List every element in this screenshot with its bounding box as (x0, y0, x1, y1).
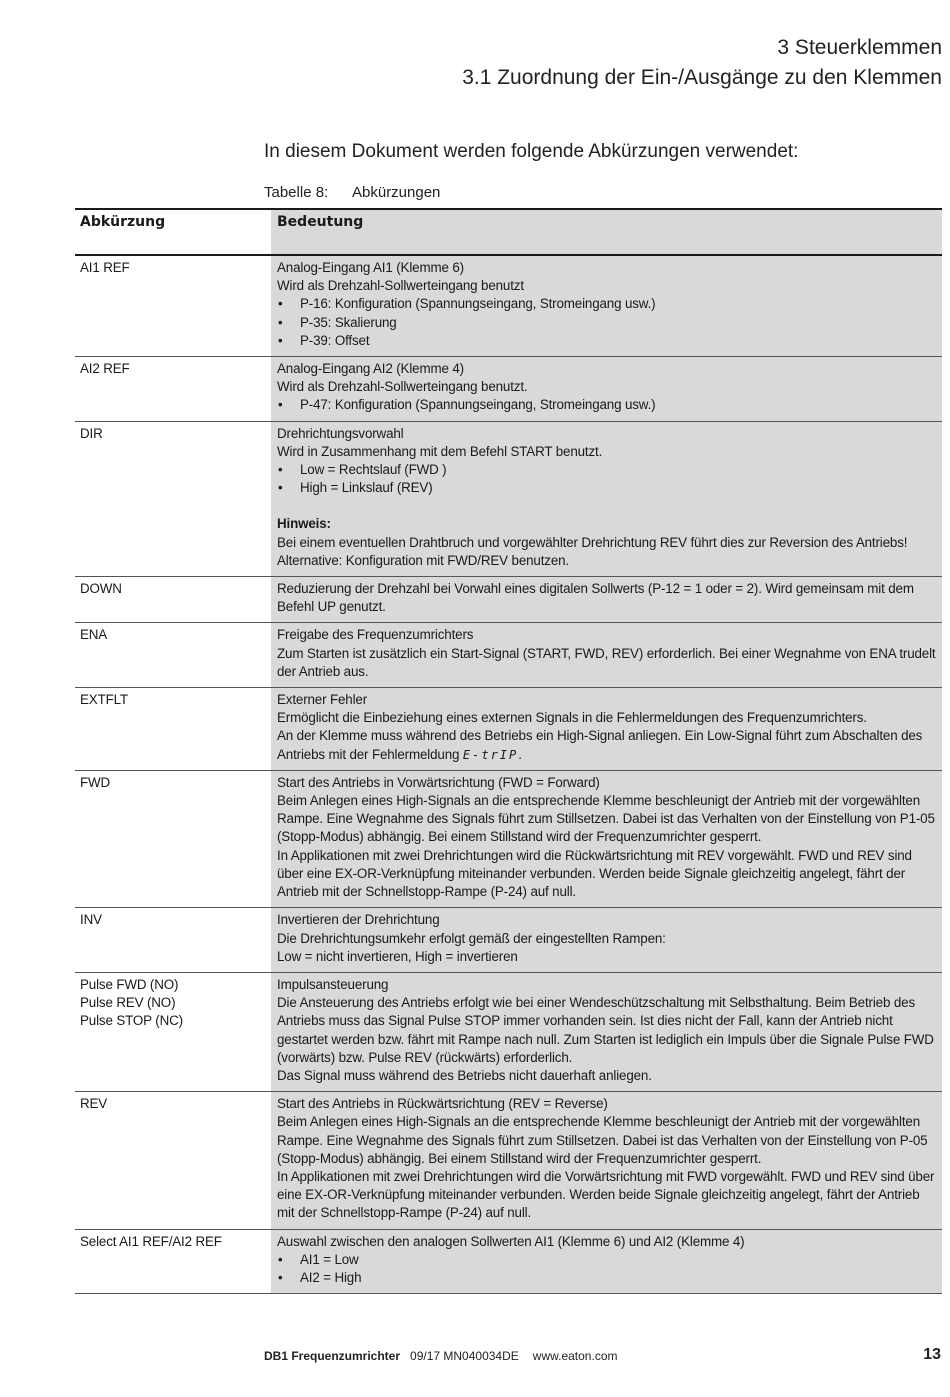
meaning-cell (271, 771, 942, 907)
meaning-cell (271, 688, 942, 770)
bullet-item (277, 461, 938, 479)
meaning-text: Beim Anlegen eines High-Signals an die entsprechende Klemme beschleunigt der Antrieb mit der vorgewählten Rampe. Eine Wegnahme des Signals führt zum Stillsetzen. Dabei ist das Verhalten von der Einstellung von P1-05 (Stopp-Modus) abhängig. Bei einem Stillstand wird der Frequenzumrichter gesperrt. (277, 793, 935, 845)
table-header-row (75, 210, 942, 256)
abbreviation-cell (75, 623, 271, 687)
abbreviation-text: EXTFLT (80, 692, 128, 708)
meaning-text-with-code (277, 727, 938, 763)
table-row (75, 623, 942, 688)
bullet-dot-icon: • (278, 296, 283, 312)
abbreviation-cell (75, 688, 271, 770)
bullet-dot-icon: • (278, 1251, 283, 1267)
meaning-cell (271, 623, 942, 687)
bullet-text: AI1 = Low (300, 1251, 359, 1267)
meaning-text: Die Drehrichtungsumkehr erfolgt gemäß der eingestellten Rampen: (277, 930, 666, 946)
bullet-dot-icon: • (278, 462, 283, 478)
meaning-text: Das Signal muss während des Betriebs nicht dauerhaft anliegen. (277, 1067, 652, 1083)
bullet-dot-icon: • (278, 480, 283, 496)
meaning-text: Analog-Eingang AI2 (Klemme 4) (277, 361, 464, 377)
meaning-text: Drehrichtungsvorwahl (277, 425, 404, 441)
footer-product: DB1 Frequenzumrichter (264, 1349, 401, 1363)
footer-website: www.eaton.com (532, 1349, 618, 1363)
meaning-text: Invertieren der Drehrichtung (277, 912, 440, 928)
note-text: Bei einem eventuellen Drahtbruch und vorgewählter Drehrichtung REV führt dies zur Reversion des Antriebs! (277, 534, 908, 550)
abbreviation-text: AI2 REF (80, 361, 130, 377)
footer-doc-id: 09/17 MN040034DE (410, 1349, 519, 1363)
meaning-text: Freigabe des Frequenzumrichters (277, 627, 474, 643)
meaning-text: Start des Antriebs in Rückwärtsrichtung (REV = Reverse) (277, 1096, 608, 1112)
bullet-item (277, 396, 938, 414)
abbreviation-text: Pulse FWD (NO) (80, 976, 179, 992)
meaning-text: Auswahl zwischen den analogen Sollwerten AI1 (Klemme 6) und AI2 (Klemme 4) (277, 1233, 745, 1249)
meaning-cell (271, 357, 942, 421)
bullet-dot-icon: • (278, 332, 283, 348)
bullet-item (277, 479, 938, 497)
abbreviation-text: DIR (80, 425, 103, 441)
abbreviation-cell (75, 422, 271, 576)
bullet-text: P-35: Skalierung (300, 314, 397, 330)
abbreviation-text: Select AI1 REF/AI2 REF (80, 1233, 222, 1249)
table-row (75, 908, 942, 973)
table-row (75, 256, 942, 357)
bullet-item (277, 314, 938, 332)
meaning-text: Wird als Drehzahl-Sollwerteingang benutzt. (277, 379, 528, 395)
abbreviation-text: DOWN (80, 581, 122, 597)
abbreviation-text: FWD (80, 774, 111, 790)
bullet-text: AI2 = High (300, 1269, 362, 1285)
abbreviation-cell (75, 771, 271, 907)
abbreviation-cell (75, 973, 271, 1091)
meaning-cell (271, 973, 942, 1091)
column-header-abbreviation: Abkürzung (80, 214, 166, 230)
table-row (75, 1092, 942, 1229)
page-number: 13 (923, 1346, 941, 1363)
chapter-header: 3 Steuerklemmen (777, 36, 942, 59)
meaning-text: Analog-Eingang AI1 (Klemme 6) (277, 260, 464, 275)
table-caption-title: Abkürzungen (352, 184, 441, 201)
bullet-dot-icon: • (278, 1269, 283, 1285)
abbreviation-cell (75, 908, 271, 972)
meaning-text: Start des Antriebs in Vorwärtsrichtung (FWD = Forward) (277, 774, 600, 790)
table-row (75, 357, 942, 422)
meaning-text: Ermöglicht die Einbeziehung eines externen Signals in die Fehlermeldungen des Frequenzumrichters. (277, 710, 867, 726)
abbreviation-table (75, 208, 942, 1294)
bullet-text: P-47: Konfiguration (Spannungseingang, Stromeingang usw.) (300, 397, 656, 413)
meaning-cell (271, 256, 942, 356)
table-caption (264, 184, 440, 201)
abbreviation-cell (75, 577, 271, 622)
note-text: Alternative: Konfiguration mit FWD/REV benutzen. (277, 552, 569, 568)
meaning-text: In Applikationen mit zwei Drehrichtungen wird die Vorwärtsrichtung mit FWD vorgewählt. FWD und REV sind über eine EX-OR-Verknüpfung miteinander verbunden. Werden beide Signale gleichzeitig angelegt, fährt der Antrieb mit der Schnellstopp-Rampe (P-24) auf null. (277, 1168, 935, 1221)
table-row (75, 422, 942, 577)
meaning-text: An der Klemme muss während des Betriebs ein High-Signal anliegen. Ein Low-Signal führt zum Abschalten des Antriebs mit der Fehlermeldung (277, 728, 923, 762)
abbreviation-cell (75, 1230, 271, 1294)
bullet-dot-icon: • (278, 314, 283, 330)
meaning-cell (271, 577, 942, 622)
table-row (75, 771, 942, 908)
table-caption-number: Tabelle 8: (264, 184, 329, 201)
bullet-text: Low = Rechtslauf (FWD ) (300, 462, 447, 478)
bullet-item (277, 1269, 938, 1287)
abbreviation-text: AI1 REF (80, 260, 130, 275)
meaning-text: Beim Anlegen eines High-Signals an die entsprechende Klemme beschleunigt der Antrieb mit der vorgewählten Rampe. Eine Wegnahme des Signals führt zum Stillsetzen. Dabei ist das Verhalten von der Einstellung von P-05 (Stopp-Modus) abhängig. Bei einem Stillstand wird der Frequenzumrichter gesperrt. (277, 1114, 928, 1166)
meaning-text: Zum Starten ist zusätzlich ein Start-Signal (START, FWD, REV) erforderlich. Bei einer Wegnahme von ENA trudelt der Antrieb aus. (277, 645, 936, 679)
section-header: 3.1 Zuordnung der Ein-/Ausgänge zu den Klemmen (462, 66, 942, 89)
meaning-text: Externer Fehler (277, 692, 368, 708)
abbreviation-cell (75, 357, 271, 421)
error-code-display: E-trIP (462, 747, 519, 762)
bullet-text: High = Linkslauf (REV) (300, 480, 433, 496)
meaning-text: Reduzierung der Drehzahl bei Vorwahl eines digitalen Sollwerts (P-12 = 1 oder = 2). Wird gemeinsam mit dem Befehl UP genutzt. (277, 581, 914, 615)
table-body (75, 256, 942, 1294)
abbreviation-cell (75, 1092, 271, 1228)
meaning-text: Die Ansteuerung des Antriebs erfolgt wie bei einer Wendeschützschaltung mit Selbsthaltung. Beim Betrieb des Antriebs muss das Signal Pulse STOP immer vorhanden sein. Ist dies nicht der Fall, kann der Antrieb nicht gestartet werden bzw. fährt mit Rampe nach null. Zum Starten ist lediglich ein Impuls über die Signale Pulse FWD (vorwärts) bzw. Pulse REV (rückwärts) erforderlich. (277, 995, 934, 1065)
meaning-text: Low = nicht invertieren, High = invertieren (277, 948, 518, 964)
note-title: Hinweis: (277, 516, 331, 532)
bullet-item (277, 332, 938, 350)
meaning-cell (271, 422, 942, 576)
bullet-item (277, 295, 938, 313)
bullet-dot-icon: • (278, 397, 283, 413)
abbreviation-text: INV (80, 912, 102, 928)
meaning-cell (271, 1092, 942, 1228)
bullet-text: P-39: Offset (300, 332, 370, 348)
intro-text: In diesem Dokument werden folgende Abkürzungen verwendet: (264, 141, 799, 162)
table-row (75, 688, 942, 771)
meaning-cell (271, 908, 942, 972)
table-row (75, 1230, 942, 1295)
column-header-meaning: Bedeutung (271, 210, 942, 254)
meaning-text: In Applikationen mit zwei Drehrichtungen wird die Rückwärtsrichtung mit REV vorgewählt. FWD und REV sind über eine EX-OR-Verknüpfung miteinander verbunden. Werden beide Signale gleichzeitig angelegt, fährt der Antrieb mit der Schnellstopp-Rampe (P-24) auf null. (277, 847, 912, 900)
abbreviation-text: REV (80, 1096, 108, 1112)
abbreviation-text: Pulse REV (NO) (80, 995, 176, 1011)
table-row (75, 577, 942, 623)
meaning-text: Wird in Zusammenhang mit dem Befehl START benutzt. (277, 443, 603, 459)
meaning-cell (271, 1230, 942, 1294)
page-footer (264, 1349, 617, 1363)
meaning-text-end: . (518, 746, 522, 762)
bullet-item (277, 1251, 938, 1269)
abbreviation-text: Pulse STOP (NC) (80, 1013, 183, 1029)
meaning-text: Wird als Drehzahl-Sollwerteingang benutzt (277, 278, 524, 294)
bullet-text: P-16: Konfiguration (Spannungseingang, Stromeingang usw.) (300, 296, 656, 312)
abbreviation-cell (75, 256, 271, 356)
meaning-text: Impulsansteuerung (277, 976, 389, 992)
abbreviation-text: ENA (80, 627, 108, 643)
table-row (75, 973, 942, 1092)
